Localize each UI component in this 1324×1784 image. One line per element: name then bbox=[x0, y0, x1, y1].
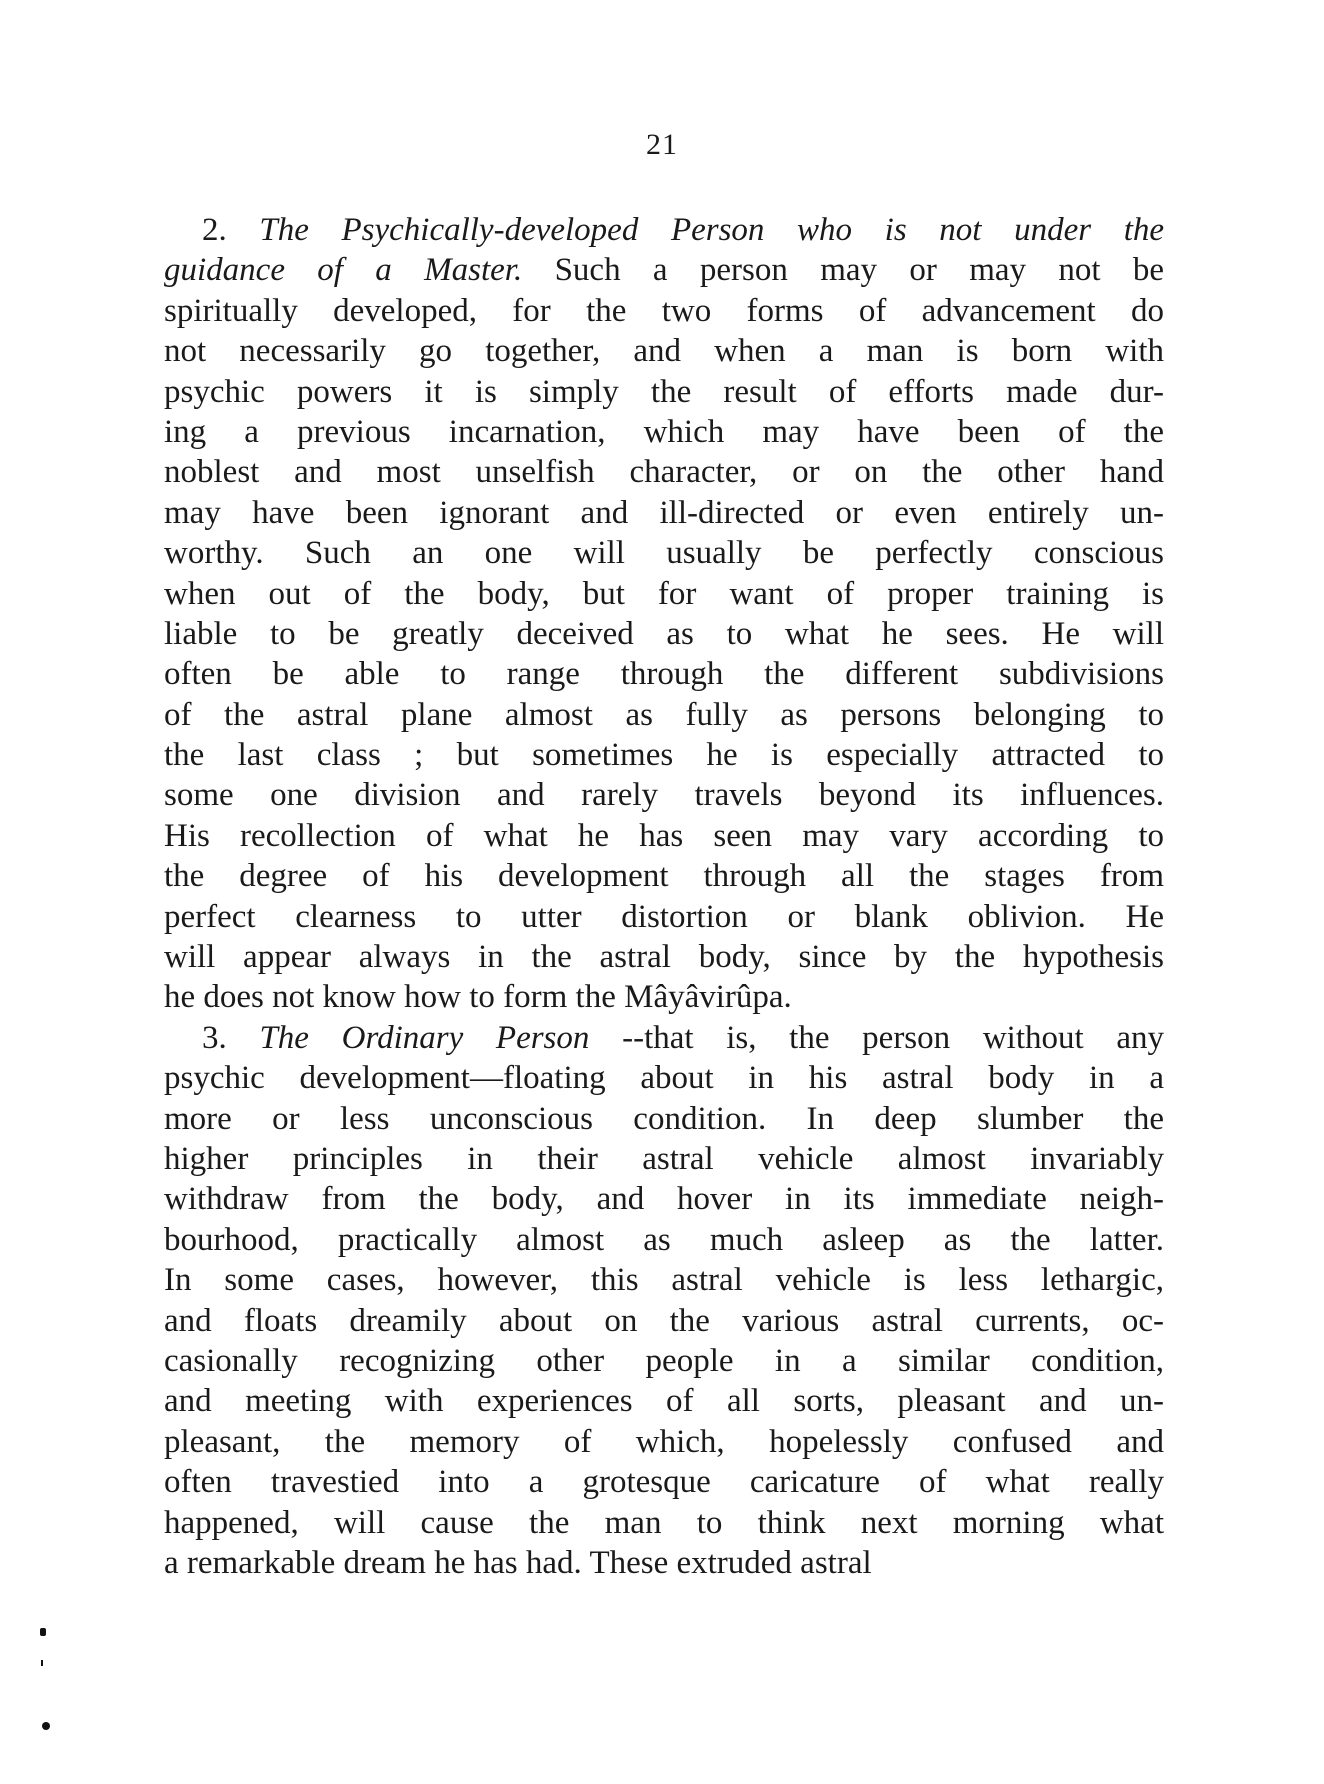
text-run: the degree of his development through all the stages from bbox=[164, 858, 1164, 895]
text-run: ing a previous incarnation, which may have been of the bbox=[164, 413, 1164, 450]
text-line bbox=[164, 1543, 1164, 1583]
text-line bbox=[164, 856, 1164, 896]
text-line bbox=[164, 1381, 1164, 1421]
text-line bbox=[164, 250, 1164, 290]
text-run: His recollection of what he has seen may vary according to bbox=[164, 817, 1164, 854]
text-run: pleasant, the memory of which, hopelessly confused and bbox=[164, 1423, 1164, 1460]
paragraph bbox=[164, 210, 1164, 1018]
text-line bbox=[164, 372, 1164, 412]
italic-text: guidance of a Master. bbox=[164, 252, 523, 289]
text-line bbox=[164, 1341, 1164, 1381]
text-line bbox=[164, 1422, 1164, 1462]
text-run: 2. bbox=[202, 212, 260, 248]
text-run: Such a person may or may not be bbox=[522, 252, 1164, 289]
text-line bbox=[164, 452, 1164, 492]
text-line bbox=[164, 1058, 1164, 1098]
text-run: perfect clearness to utter distortion or blank oblivion. He bbox=[164, 898, 1164, 935]
text-line bbox=[164, 1139, 1164, 1179]
text-line bbox=[164, 291, 1164, 331]
text-run: more or less unconscious condition. In deep slumber the bbox=[164, 1100, 1164, 1137]
text-run: and meeting with experiences of all sorts, pleasant and un- bbox=[164, 1383, 1164, 1420]
text-run: psychic powers it is simply the result of efforts made dur- bbox=[164, 373, 1164, 410]
text-line bbox=[164, 695, 1164, 735]
text-run: withdraw from the body, and hover in its immediate neigh- bbox=[164, 1181, 1164, 1218]
text-run: bourhood, practically almost as much asleep as the latter. bbox=[164, 1221, 1164, 1258]
text-run: the last class ; but sometimes he is especially attracted to bbox=[164, 737, 1164, 774]
text-line bbox=[164, 897, 1164, 937]
text-line bbox=[164, 977, 1164, 1017]
text-line bbox=[164, 533, 1164, 573]
italic-text: The Ordinary Person bbox=[259, 1019, 590, 1056]
text-run: a remarkable dream he has had. These extruded astral bbox=[164, 1544, 872, 1581]
text-line bbox=[164, 654, 1164, 694]
text-run: often travestied into a grotesque caricature of what really bbox=[164, 1464, 1164, 1501]
text-line bbox=[164, 1503, 1164, 1543]
text-line bbox=[164, 1018, 1164, 1058]
text-run: In some cases, however, this astral vehicle is less lethargic, bbox=[164, 1262, 1164, 1299]
text-run: and floats dreamily about on the various astral currents, oc- bbox=[164, 1302, 1164, 1339]
text-line bbox=[164, 816, 1164, 856]
text-run: 3. bbox=[202, 1019, 260, 1056]
margin-speck bbox=[41, 1660, 43, 1666]
text-run: liable to be greatly deceived as to what he sees. He will bbox=[164, 615, 1164, 652]
text-line bbox=[164, 1301, 1164, 1341]
text-line bbox=[164, 1099, 1164, 1139]
text-run: worthy. Such an one will usually be perfectly conscious bbox=[164, 535, 1164, 572]
text-line bbox=[164, 1179, 1164, 1219]
text-line bbox=[164, 735, 1164, 775]
text-run: some one division and rarely travels beyond its influences. bbox=[164, 777, 1164, 814]
text-line bbox=[164, 1220, 1164, 1260]
text-line bbox=[164, 775, 1164, 815]
margin-speck bbox=[40, 1628, 46, 1636]
page-number: 21 bbox=[646, 128, 678, 161]
text-line bbox=[164, 331, 1164, 371]
text-run: noblest and most unselfish character, or on the other hand bbox=[164, 454, 1164, 491]
body-text bbox=[164, 210, 1164, 1583]
text-line bbox=[164, 210, 1164, 250]
text-run: will appear always in the astral body, since by the hypothesis bbox=[164, 939, 1164, 976]
text-run: often be able to range through the different subdivisions bbox=[164, 656, 1164, 693]
margin-speck bbox=[42, 1722, 50, 1730]
paragraph bbox=[164, 1018, 1164, 1583]
text-run: he does not know how to form the Mâyâvirûpa. bbox=[164, 979, 792, 1016]
text-line bbox=[164, 614, 1164, 654]
text-run: may have been ignorant and ill-directed or even entirely un- bbox=[164, 494, 1164, 531]
text-run: --that is, the person without any bbox=[589, 1019, 1164, 1056]
text-line bbox=[164, 574, 1164, 614]
text-run: not necessarily go together, and when a man is born with bbox=[164, 333, 1164, 370]
text-line bbox=[164, 1260, 1164, 1300]
text-line bbox=[164, 937, 1164, 977]
italic-text: The Psychically-developed Person who is not under the bbox=[259, 212, 1165, 248]
text-run: spiritually developed, for the two forms of advancement do bbox=[164, 292, 1164, 329]
text-run: when out of the body, but for want of proper training is bbox=[164, 575, 1164, 612]
text-run: casionally recognizing other people in a similar condition, bbox=[164, 1342, 1164, 1379]
text-line bbox=[164, 412, 1164, 452]
text-line bbox=[164, 1462, 1164, 1502]
text-line bbox=[164, 493, 1164, 533]
text-run: happened, will cause the man to think next morning what bbox=[164, 1504, 1164, 1541]
text-run: higher principles in their astral vehicle almost invariably bbox=[164, 1140, 1164, 1177]
text-run: psychic development—floating about in his astral body in a bbox=[164, 1060, 1164, 1097]
text-run: of the astral plane almost as fully as persons belonging to bbox=[164, 696, 1164, 733]
